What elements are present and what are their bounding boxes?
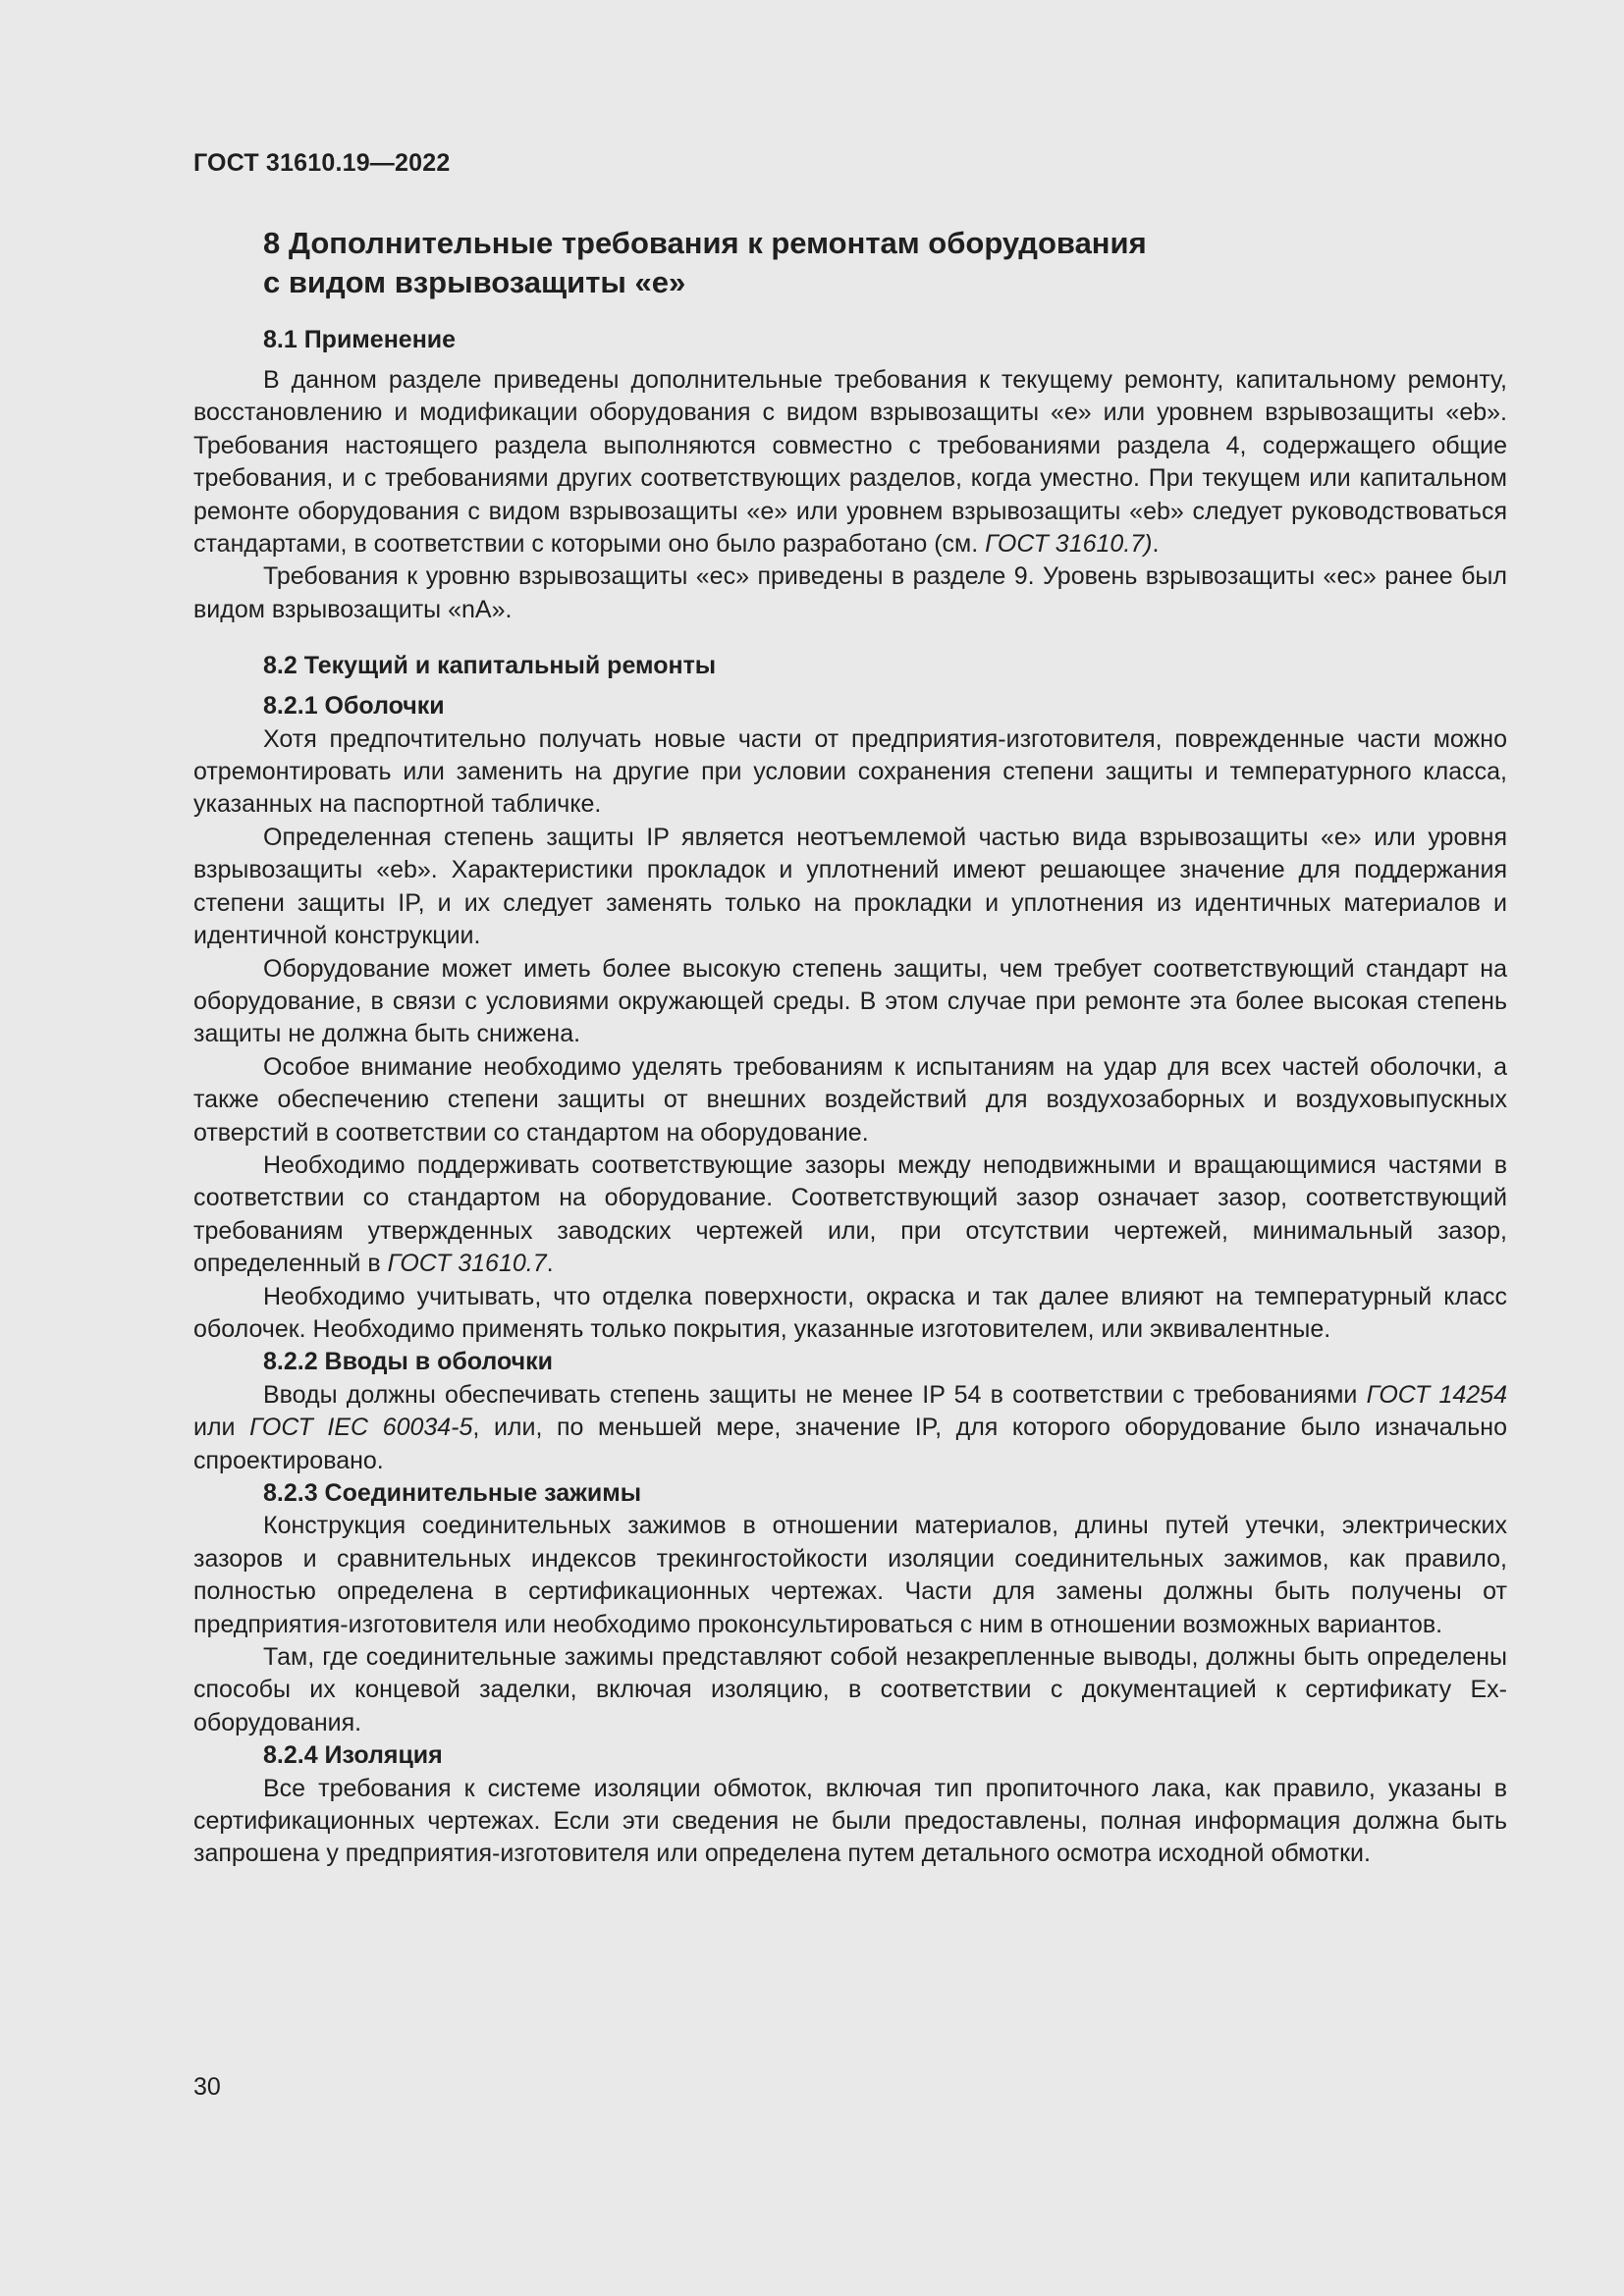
section-8-title-line2: с видом взрывозащиты «е» (263, 265, 686, 299)
subsection-8-2-2-paragraph-1 (193, 1379, 1507, 1477)
standard-reference: ГОСТ IEC 60034-5 (249, 1414, 473, 1442)
subsection-8-2-heading: 8.2 Текущий и капитальный ремонты (263, 652, 717, 680)
paragraph-text: или (193, 1414, 250, 1442)
section-8-title (263, 224, 1507, 302)
section-8-title-line1: 8 Дополнительные требования к ремонтам оборудования (263, 226, 1147, 260)
subsection-8-2-1-paragraph-6: Необходимо учитывать, что отделка поверхности, окраска и так далее влияют на температурный класс оболочек. Необходимо применять только покрытия, указанные изготовителем, или эквивалентные. (193, 1282, 1507, 1343)
subsection-8-2-2-heading: 8.2.2 Вводы в оболочки (263, 1348, 554, 1376)
standard-reference: ГОСТ 31610.7 (387, 1250, 547, 1278)
document-code-header: ГОСТ 31610.19—2022 (193, 149, 451, 177)
paragraph-text: . (1152, 530, 1160, 559)
subsection-8-1-paragraph-1 (193, 364, 1507, 561)
paragraph-text: , или, по меньшей мере, значение IP, для которого оборудование было изначально спроектировано. (193, 1414, 1507, 1474)
standard-reference: ГОСТ 14254 (1366, 1380, 1507, 1409)
paragraph-text: В данном разделе приведены дополнительные требования к текущему ремонту, капитальному ремонту, восстановлению и модификации оборудования с видом взрывозащиты «е» или уровнем взрывозащиты «eb». Требования настоящего раздела выполняются совместно с требованиями раздела 4, содержащего общие требования, и с требованиями других соответствующих разделов, когда уместно. При текущем или капитальном ремонте оборудования с видом взрывозащиты «е» или уровнем взрывозащиты «eb» следует руководствоваться стандартами, в соответствии с которыми оно было разработано (см. (193, 366, 1507, 559)
subsection-8-2-1-heading: 8.2.1 Оболочки (263, 692, 445, 721)
paragraph-text: Вводы должны обеспечивать степень защиты не менее IP 54 в соответствии с требованиями (263, 1380, 1367, 1409)
subsection-8-1-heading: 8.1 Применение (263, 326, 457, 353)
subsection-8-2-1-paragraph-1: Хотя предпочтительно получать новые части от предприятия-изготовителя, поврежденные части можно отремонтировать или заменить на другие при условии сохранения степени защиты и температурного класса, указанных на паспортной табличке. (193, 724, 1507, 819)
document-body (193, 224, 1507, 1871)
subsection-8-2-1-paragraph-2: Определенная степень защиты IP является неотъемлемой частью вида взрывозащиты «е» или уровня взрывозащиты «eb». Характеристики прокладок и уплотнений имеют решающее значение для поддержания степени защиты IP, и их следует заменять только на прокладки и уплотнения из идентичных материалов и идентичной конструкции. (193, 823, 1507, 950)
subsection-8-2-1-paragraph-4: Особое внимание необходимо уделять требованиям к испытаниям на удар для всех частей оболочки, а также обеспечению степени защиты от внешних воздействий для воздухозаборных и воздуховыпускных отверстий в соответствии со стандартом на оборудование. (193, 1052, 1507, 1147)
subsection-8-2-3-heading: 8.2.3 Соединительные зажимы (263, 1479, 642, 1507)
paragraph-text: Необходимо поддерживать соответствующие зазоры между неподвижными и вращающимися частями в соответствии со стандартом на оборудование. Соответствующий зазор означает зазор, соответствующий требованиям утвержденных заводских чертежей или, при отсутствии чертежей, минимальный зазор, определенный в (193, 1150, 1507, 1278)
subsection-8-2-1-paragraph-5 (193, 1149, 1507, 1281)
subsection-8-2-3-paragraph-2: Там, где соединительные зажимы представляют собой незакрепленные выводы, должны быть определены способы их концевой заделки, включая изоляцию, в соответствии с документацией к сертификату Ex-оборудования. (193, 1643, 1507, 1736)
subsection-8-2-3-paragraph-1: Конструкция соединительных зажимов в отношении материалов, длины путей утечки, электрических зазоров и сравнительных индексов трекингостойкости изоляции соединительных зажимов, как правило, полностью определена в сертификационных чертежах. Части для замены должны быть получены от предприятия-изготовителя или необходимо проконсультироваться с ним в отношении возможных вариантов. (193, 1512, 1507, 1638)
subsection-8-2-4-heading: 8.2.4 Изоляция (263, 1741, 443, 1770)
standard-reference: ГОСТ 31610.7) (985, 530, 1153, 559)
subsection-8-2-1-paragraph-3: Оборудование может иметь более высокую степень защиты, чем требует соответствующий стандарт на оборудование, в связи с условиями окружающей среды. В этом случае при ремонте эта более высокая степень защиты не должна быть снижена. (193, 954, 1507, 1048)
subsection-8-1-paragraph-2: Требования к уровню взрывозащиты «ес» приведены в разделе 9. Уровень взрывозащиты «ес» ранее был видом взрывозащиты «nA». (193, 562, 1507, 623)
subsection-8-2-4-paragraph-1: Все требования к системе изоляции обмоток, включая тип пропиточного лака, как правило, указаны в сертификационных чертежах. Если эти сведения не были предоставлены, полная информация должна быть запрошена у предприятия-изготовителя или определена путем детального осмотра исходной обмотки. (193, 1774, 1507, 1868)
page-number: 30 (193, 2073, 221, 2101)
paragraph-text: . (546, 1250, 554, 1278)
